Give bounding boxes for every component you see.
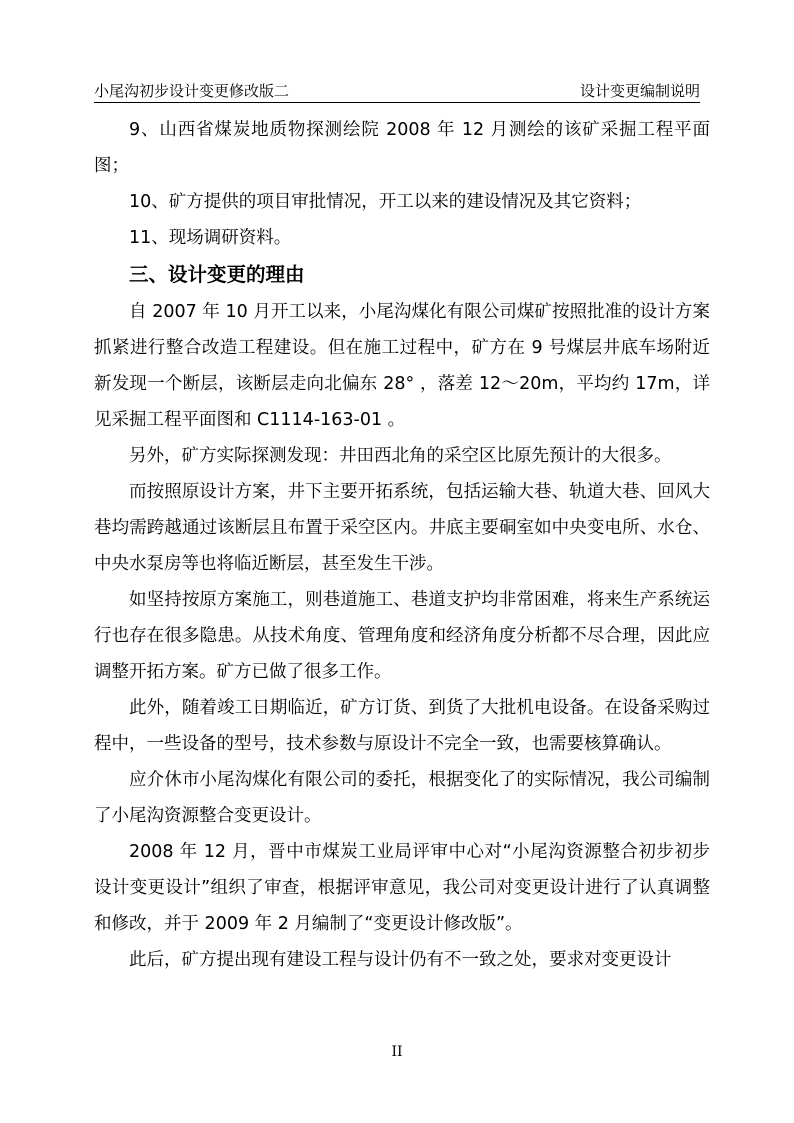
body-paragraph-4: 如坚持按原方案施工，则巷道施工、巷道支护均非常困难，将来生产系统运行也存在很多隐患。从技术角度、管理角度和经济角度分析都不尽合理，因此应调整开拓方案。矿方已做了很多工作。	[94, 590, 710, 682]
document-body	[94, 112, 710, 978]
body-paragraph-3: 而按照原设计方案，井下主要开拓系统，包括运输大巷、轨道大巷、回风大巷均需跨越通过该断层且布置于采空区内。井底主要硐室如中央变电所、水仓、中央水泵房等也将临近断层，甚至发生干涉。	[94, 482, 710, 574]
reference-item-10: 10、矿方提供的项目审批情况，开工以来的建设情况及其它资料；	[129, 192, 642, 212]
reference-item-9: 9、山西省煤炭地质物探测绘院 2008 年 12 月测绘的该矿采掘工程平面图；	[94, 120, 710, 176]
section-heading: 三、设计变更的理由	[129, 263, 305, 286]
body-paragraph-7: 2008 年 12 月，晋中市煤炭工业局评审中心对“小尾沟资源整合初步初步设计变更设计”组织了审查，根据评审意见，我公司对变更设计进行了认真调整和修改，并于 2009 年 2 月编制了“变更设计修改版”。	[94, 842, 710, 934]
reference-item-11: 11、现场调研资料。	[129, 228, 292, 248]
body-paragraph-5: 此外，随着竣工日期临近，矿方订货、到货了大批机电设备。在设备采购过程中，一些设备的型号，技术参数与原设计不完全一致，也需要核算确认。	[94, 698, 710, 754]
page-header	[94, 78, 700, 103]
body-paragraph-1: 自 2007 年 10 月开工以来，小尾沟煤化有限公司煤矿按照批准的设计方案抓紧进行整合改造工程建设。但在施工过程中，矿方在 9 号煤层井底车场附近新发现一个断层，该断层走向北偏东 28° ，落差 12～20m，平均约 17m，详见采掘工程平面图和 C1114-163-01 。	[94, 302, 710, 430]
body-paragraph-8: 此后，矿方提出现有建设工程与设计仍有不一致之处，要求对变更设计	[129, 950, 672, 970]
header-section-title: 设计变更编制说明	[579, 82, 700, 100]
body-paragraph-2: 另外，矿方实际探测发现：井田西北角的采空区比原先预计的大很多。	[129, 446, 672, 466]
page-number: II	[391, 1044, 403, 1060]
body-paragraph-6: 应介休市小尾沟煤化有限公司的委托，根据变化了的实际情况，我公司编制了小尾沟资源整合变更设计。	[94, 770, 710, 826]
header-document-title: 小尾沟初步设计变更修改版二	[94, 82, 290, 100]
